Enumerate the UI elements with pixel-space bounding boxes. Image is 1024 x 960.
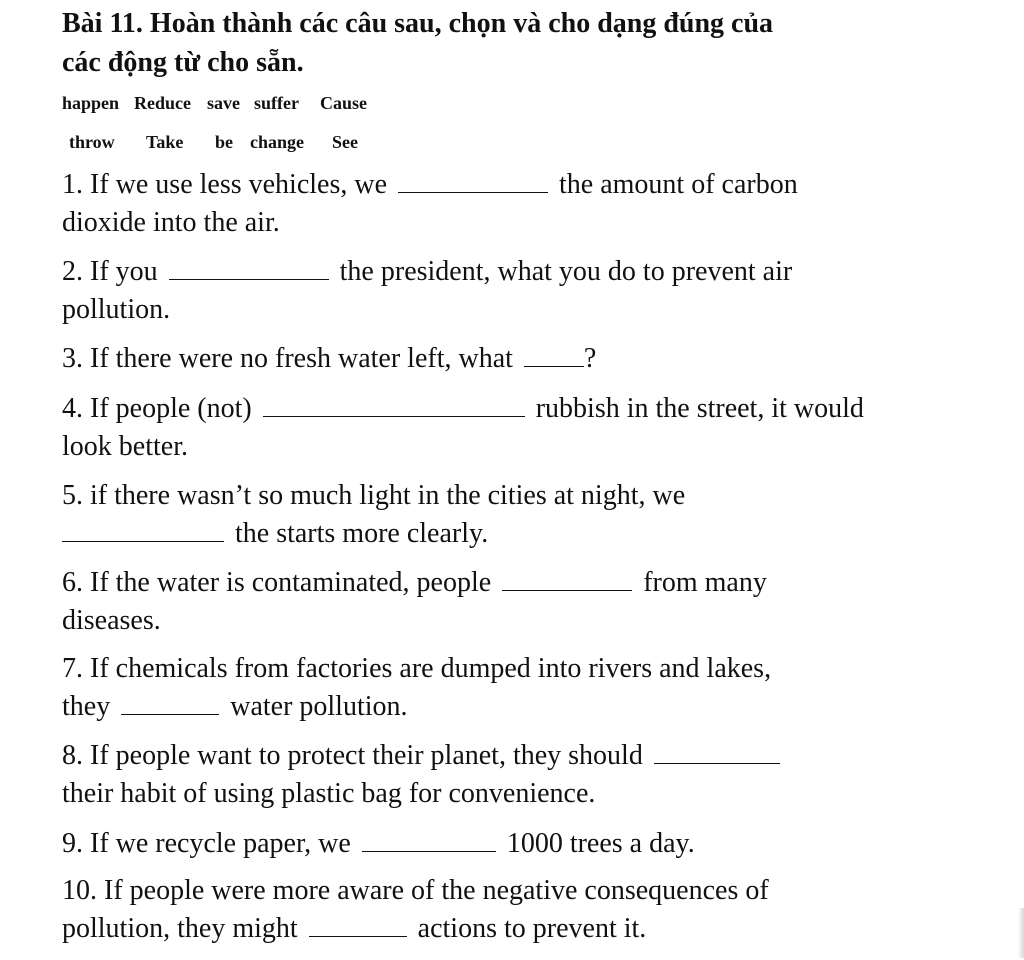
question-text: pollution. — [62, 294, 171, 325]
page-edge-shadow — [1018, 908, 1024, 958]
answer-blank[interactable] — [524, 344, 584, 367]
question-number: 3. — [62, 343, 83, 374]
question-number: 8. — [62, 740, 83, 771]
title-line-1: Bài 11. Hoàn thành các câu sau, chọn và cho dạng đúng của — [62, 8, 774, 39]
question-2 — [62, 253, 982, 329]
question-text: their habit of using plastic bag for convenience. — [62, 778, 596, 809]
question-number: 10. — [62, 875, 97, 906]
answer-blank[interactable] — [502, 568, 632, 591]
question-text: the amount of carbon — [559, 169, 798, 200]
question-3 — [62, 340, 982, 378]
question-1 — [62, 166, 982, 242]
answer-blank[interactable] — [654, 741, 780, 764]
answer-blank[interactable] — [62, 519, 224, 542]
answer-blank[interactable] — [169, 257, 329, 280]
question-number: 5. — [62, 480, 83, 511]
question-text: If people were more aware of the negative consequences of — [104, 875, 769, 906]
word-bank-item: Reduce — [134, 93, 191, 113]
question-8 — [62, 737, 982, 813]
question-number: 1. — [62, 169, 83, 200]
question-text: pollution, they might — [62, 913, 298, 944]
question-text: If chemicals from factories are dumped into rivers and lakes, — [90, 653, 772, 684]
answer-blank[interactable] — [309, 914, 407, 937]
question-text: diseases. — [62, 605, 161, 636]
question-number: 7. — [62, 653, 83, 684]
question-text: 1000 trees a day. — [506, 828, 695, 859]
answer-blank[interactable] — [398, 170, 548, 193]
question-6 — [62, 564, 982, 640]
answer-blank[interactable] — [263, 394, 525, 417]
question-number: 9. — [62, 828, 83, 859]
question-text: actions to prevent it. — [417, 913, 647, 944]
question-text: water pollution. — [230, 691, 408, 722]
question-number: 2. — [62, 256, 83, 287]
question-text: If we recycle paper, we — [90, 828, 351, 859]
question-text: If there were no fresh water left, what — [90, 343, 513, 374]
question-number: 4. — [62, 393, 83, 424]
question-4 — [62, 390, 982, 466]
exercise-title — [62, 4, 962, 82]
answer-blank[interactable] — [362, 829, 496, 852]
question-text: look better. — [62, 431, 188, 462]
title-line-2: các động từ cho sẵn. — [62, 47, 304, 78]
question-5 — [62, 477, 982, 553]
question-7 — [62, 650, 982, 726]
question-text: If you — [90, 256, 158, 287]
answer-blank[interactable] — [121, 692, 219, 715]
question-text: rubbish in the street, it would — [535, 393, 864, 424]
question-text: If people (not) — [90, 393, 252, 424]
word-bank-item: throw — [69, 132, 115, 152]
question-text: the starts more clearly. — [235, 518, 489, 549]
question-text: they — [62, 691, 111, 722]
question-9 — [62, 825, 982, 863]
word-bank-item: save — [207, 93, 240, 113]
question-text: if there wasn’t so much light in the cities at night, we — [90, 480, 686, 511]
question-text: If we use less vehicles, we — [90, 169, 388, 200]
question-text: the president, what you do to prevent air — [339, 256, 793, 287]
question-number: 6. — [62, 567, 83, 598]
question-text: If the water is contaminated, people — [90, 567, 492, 598]
word-bank-item: See — [332, 132, 358, 152]
question-text: If people want to protect their planet, they should — [90, 740, 643, 771]
word-bank-item: change — [250, 132, 304, 152]
question-text: from many — [643, 567, 767, 598]
question-text: ? — [583, 343, 597, 374]
question-text: dioxide into the air. — [62, 207, 280, 238]
word-bank-item: suffer — [254, 93, 299, 113]
word-bank-item: Cause — [320, 93, 368, 113]
word-bank-item: Take — [146, 132, 184, 152]
word-bank-item: be — [215, 132, 233, 152]
question-10 — [62, 872, 982, 948]
word-bank-item: happen — [62, 93, 120, 113]
